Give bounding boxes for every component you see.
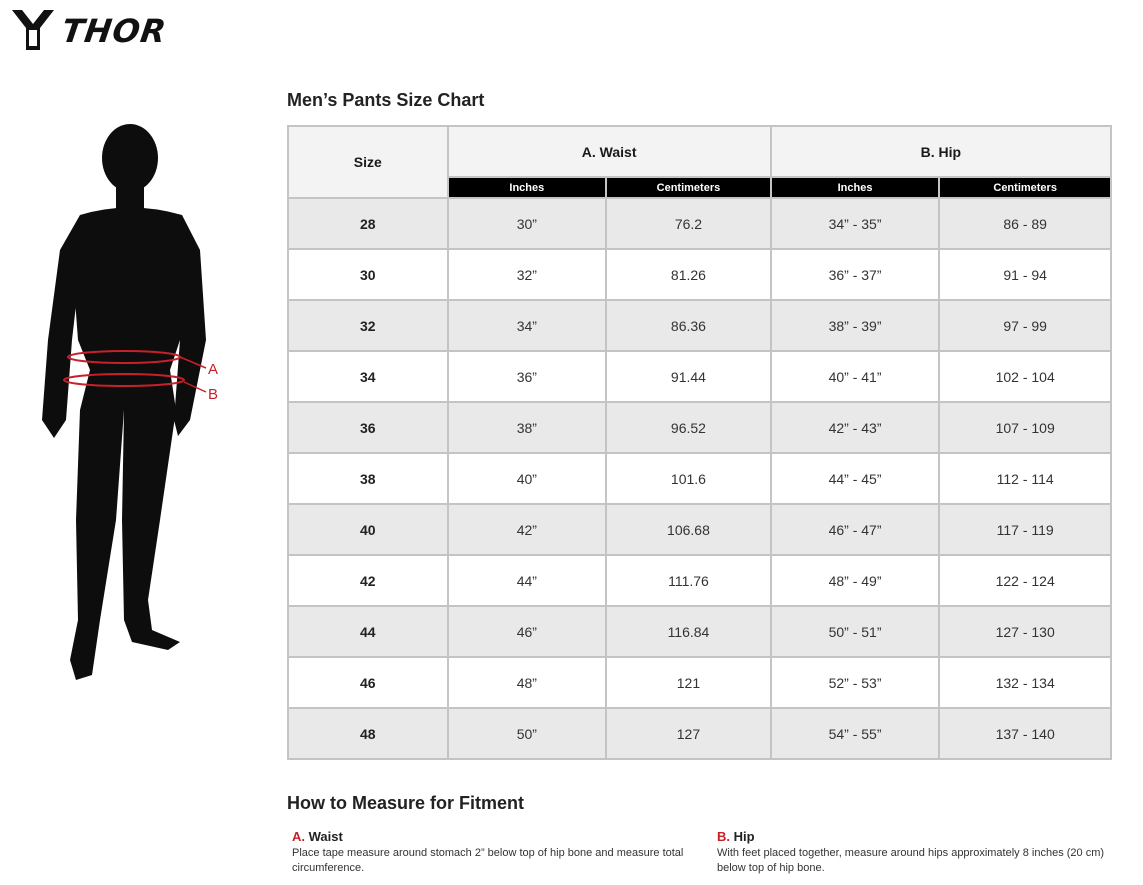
waist-cm-cell: 106.68 [606,504,771,555]
table-row [288,657,1111,708]
waist-group-header: A. Waist [448,126,771,177]
table-row [288,504,1111,555]
waist-letter: A. [292,829,305,844]
hip-letter: B. [717,829,730,844]
hip-inches-cell: 42” - 43” [771,402,940,453]
waist-cm-cell: 91.44 [606,351,771,402]
hip-instructions [717,829,1117,876]
hip-description: With feet placed together, measure around hips approximately 8 inches (20 cm) below top of hip bone. [717,847,1105,874]
hip-inches-cell: 46” - 47” [771,504,940,555]
hip-cm-cell: 112 - 114 [939,453,1111,504]
size-chart-title: Men’s Pants Size Chart [287,90,485,110]
human-silhouette-icon [20,120,230,690]
hip-cm-cell: 86 - 89 [939,198,1111,249]
hip-cm-cell: 137 - 140 [939,708,1111,759]
size-cell: 40 [288,504,448,555]
table-row [288,453,1111,504]
hip-cm-cell: 107 - 109 [939,402,1111,453]
waist-cm-cell: 127 [606,708,771,759]
waist-description: Place tape measure around stomach 2” below top of hip bone and measure total circumference. [292,847,684,874]
waist-inches-cell: 40” [448,453,607,504]
hip-cm-cell: 97 - 99 [939,300,1111,351]
waist-instruction-heading [292,829,692,844]
waist-inches-cell: 46” [448,606,607,657]
size-cell: 30 [288,249,448,300]
size-cell: 28 [288,198,448,249]
hip-cm-cell: 122 - 124 [939,555,1111,606]
size-column-header: Size [288,126,448,198]
size-chart-body [288,198,1111,759]
hip-group-header: B. Hip [771,126,1111,177]
hip-inches-cell: 54” - 55” [771,708,940,759]
table-row [288,300,1111,351]
waist-name: Waist [308,829,343,844]
hip-inches-cell: 44” - 45” [771,453,940,504]
table-row [288,402,1111,453]
waist-inches-cell: 50” [448,708,607,759]
table-row [288,198,1111,249]
hip-inches-cell: 36” - 37” [771,249,940,300]
table-row [288,351,1111,402]
waist-inches-cell: 44” [448,555,607,606]
waist-centimeters-header: Centimeters [606,177,771,198]
size-cell: 48 [288,708,448,759]
size-cell: 34 [288,351,448,402]
waist-cm-cell: 111.76 [606,555,771,606]
size-cell: 36 [288,402,448,453]
thor-emblem-icon [10,8,56,52]
hip-inches-cell: 50” - 51” [771,606,940,657]
size-cell: 32 [288,300,448,351]
waist-instructions [292,829,692,876]
hip-cm-cell: 117 - 119 [939,504,1111,555]
hip-inches-cell: 48” - 49” [771,555,940,606]
size-cell: 44 [288,606,448,657]
hip-inches-cell: 52” - 53” [771,657,940,708]
waist-inches-cell: 32” [448,249,607,300]
how-to-measure-title: How to Measure for Fitment [287,793,525,813]
hip-centimeters-header: Centimeters [939,177,1111,198]
table-row [288,708,1111,759]
body-measurement-figure [20,120,230,690]
hip-name: Hip [733,829,755,844]
table-row [288,249,1111,300]
hip-inches-header: Inches [771,177,940,198]
label-a: A [208,361,219,378]
waist-inches-header: Inches [448,177,607,198]
waist-cm-cell: 116.84 [606,606,771,657]
label-b: B [208,386,219,403]
size-cell: 42 [288,555,448,606]
table-row [288,555,1111,606]
waist-inches-cell: 34” [448,300,607,351]
hip-cm-cell: 91 - 94 [939,249,1111,300]
table-row [288,606,1111,657]
waist-cm-cell: 121 [606,657,771,708]
hip-inches-cell: 38” - 39” [771,300,940,351]
waist-cm-cell: 86.36 [606,300,771,351]
waist-cm-cell: 101.6 [606,453,771,504]
size-cell: 38 [288,453,448,504]
waist-inches-cell: 38” [448,402,607,453]
waist-inches-cell: 36” [448,351,607,402]
hip-cm-cell: 132 - 134 [939,657,1111,708]
waist-cm-cell: 76.2 [606,198,771,249]
hip-inches-cell: 34” - 35” [771,198,940,249]
size-cell: 46 [288,657,448,708]
hip-cm-cell: 102 - 104 [939,351,1111,402]
thor-logo[interactable] [10,8,190,52]
waist-inches-cell: 48” [448,657,607,708]
waist-cm-cell: 96.52 [606,402,771,453]
brand-name: THOR [59,12,170,50]
waist-inches-cell: 42” [448,504,607,555]
size-chart-table [287,125,1112,760]
hip-inches-cell: 40” - 41” [771,351,940,402]
hip-instruction-heading [717,829,1117,844]
hip-cm-cell: 127 - 130 [939,606,1111,657]
waist-cm-cell: 81.26 [606,249,771,300]
waist-inches-cell: 30” [448,198,607,249]
